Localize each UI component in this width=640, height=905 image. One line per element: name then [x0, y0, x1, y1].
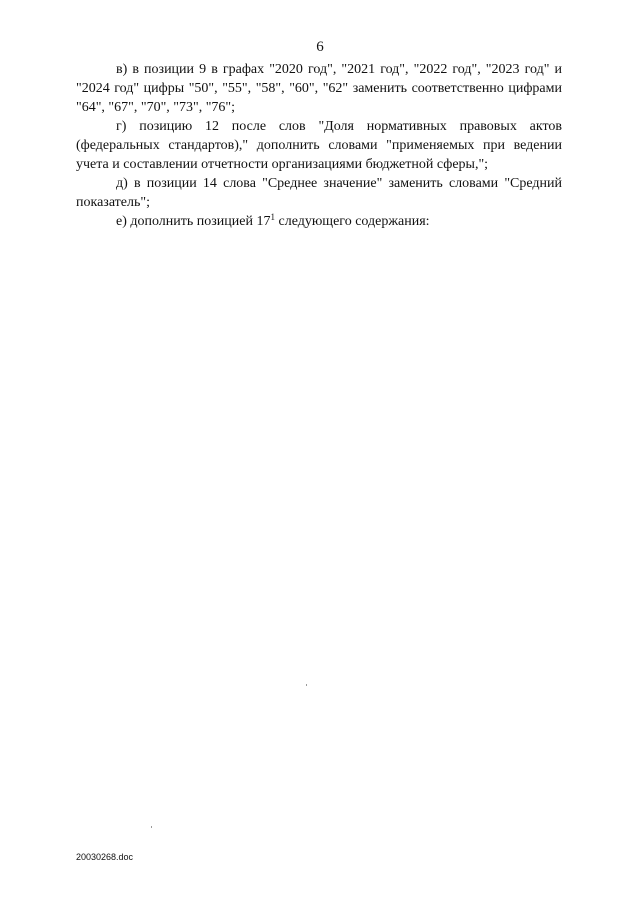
- document-file-code: 20030268.doc: [76, 852, 134, 862]
- paragraph-item-v: в) в позиции 9 в графах "2020 год", "2021 год", "2022 год", "2023 год" и "2024 год" цифры "50", "55", "58", "60", "62" заменить соответственно цифрами "64", "67", "70", "73", "76";: [76, 62, 562, 115]
- paragraph-item-g: г) позицию 12 после слов "Доля нормативных правовых актов (федеральных стандартов)," дополнить словами "применяемых при ведении учета и составлении отчетности организациями бюджетной сферы,";: [76, 119, 562, 172]
- paragraph-item-e-lead: е) дополнить позицией 17: [116, 214, 271, 229]
- scan-speck: [306, 684, 307, 686]
- page-number: 6: [316, 39, 324, 55]
- paragraph-item-e-tail: следующего содержания:: [275, 214, 430, 229]
- paragraph-item-d: д) в позиции 14 слова "Среднее значение" заменить словами "Средний показатель";: [76, 176, 562, 210]
- document-body: [76, 60, 562, 231]
- position-superscript: 1: [270, 212, 275, 222]
- scan-speck: [151, 826, 152, 828]
- paragraph-item-e: [76, 212, 562, 231]
